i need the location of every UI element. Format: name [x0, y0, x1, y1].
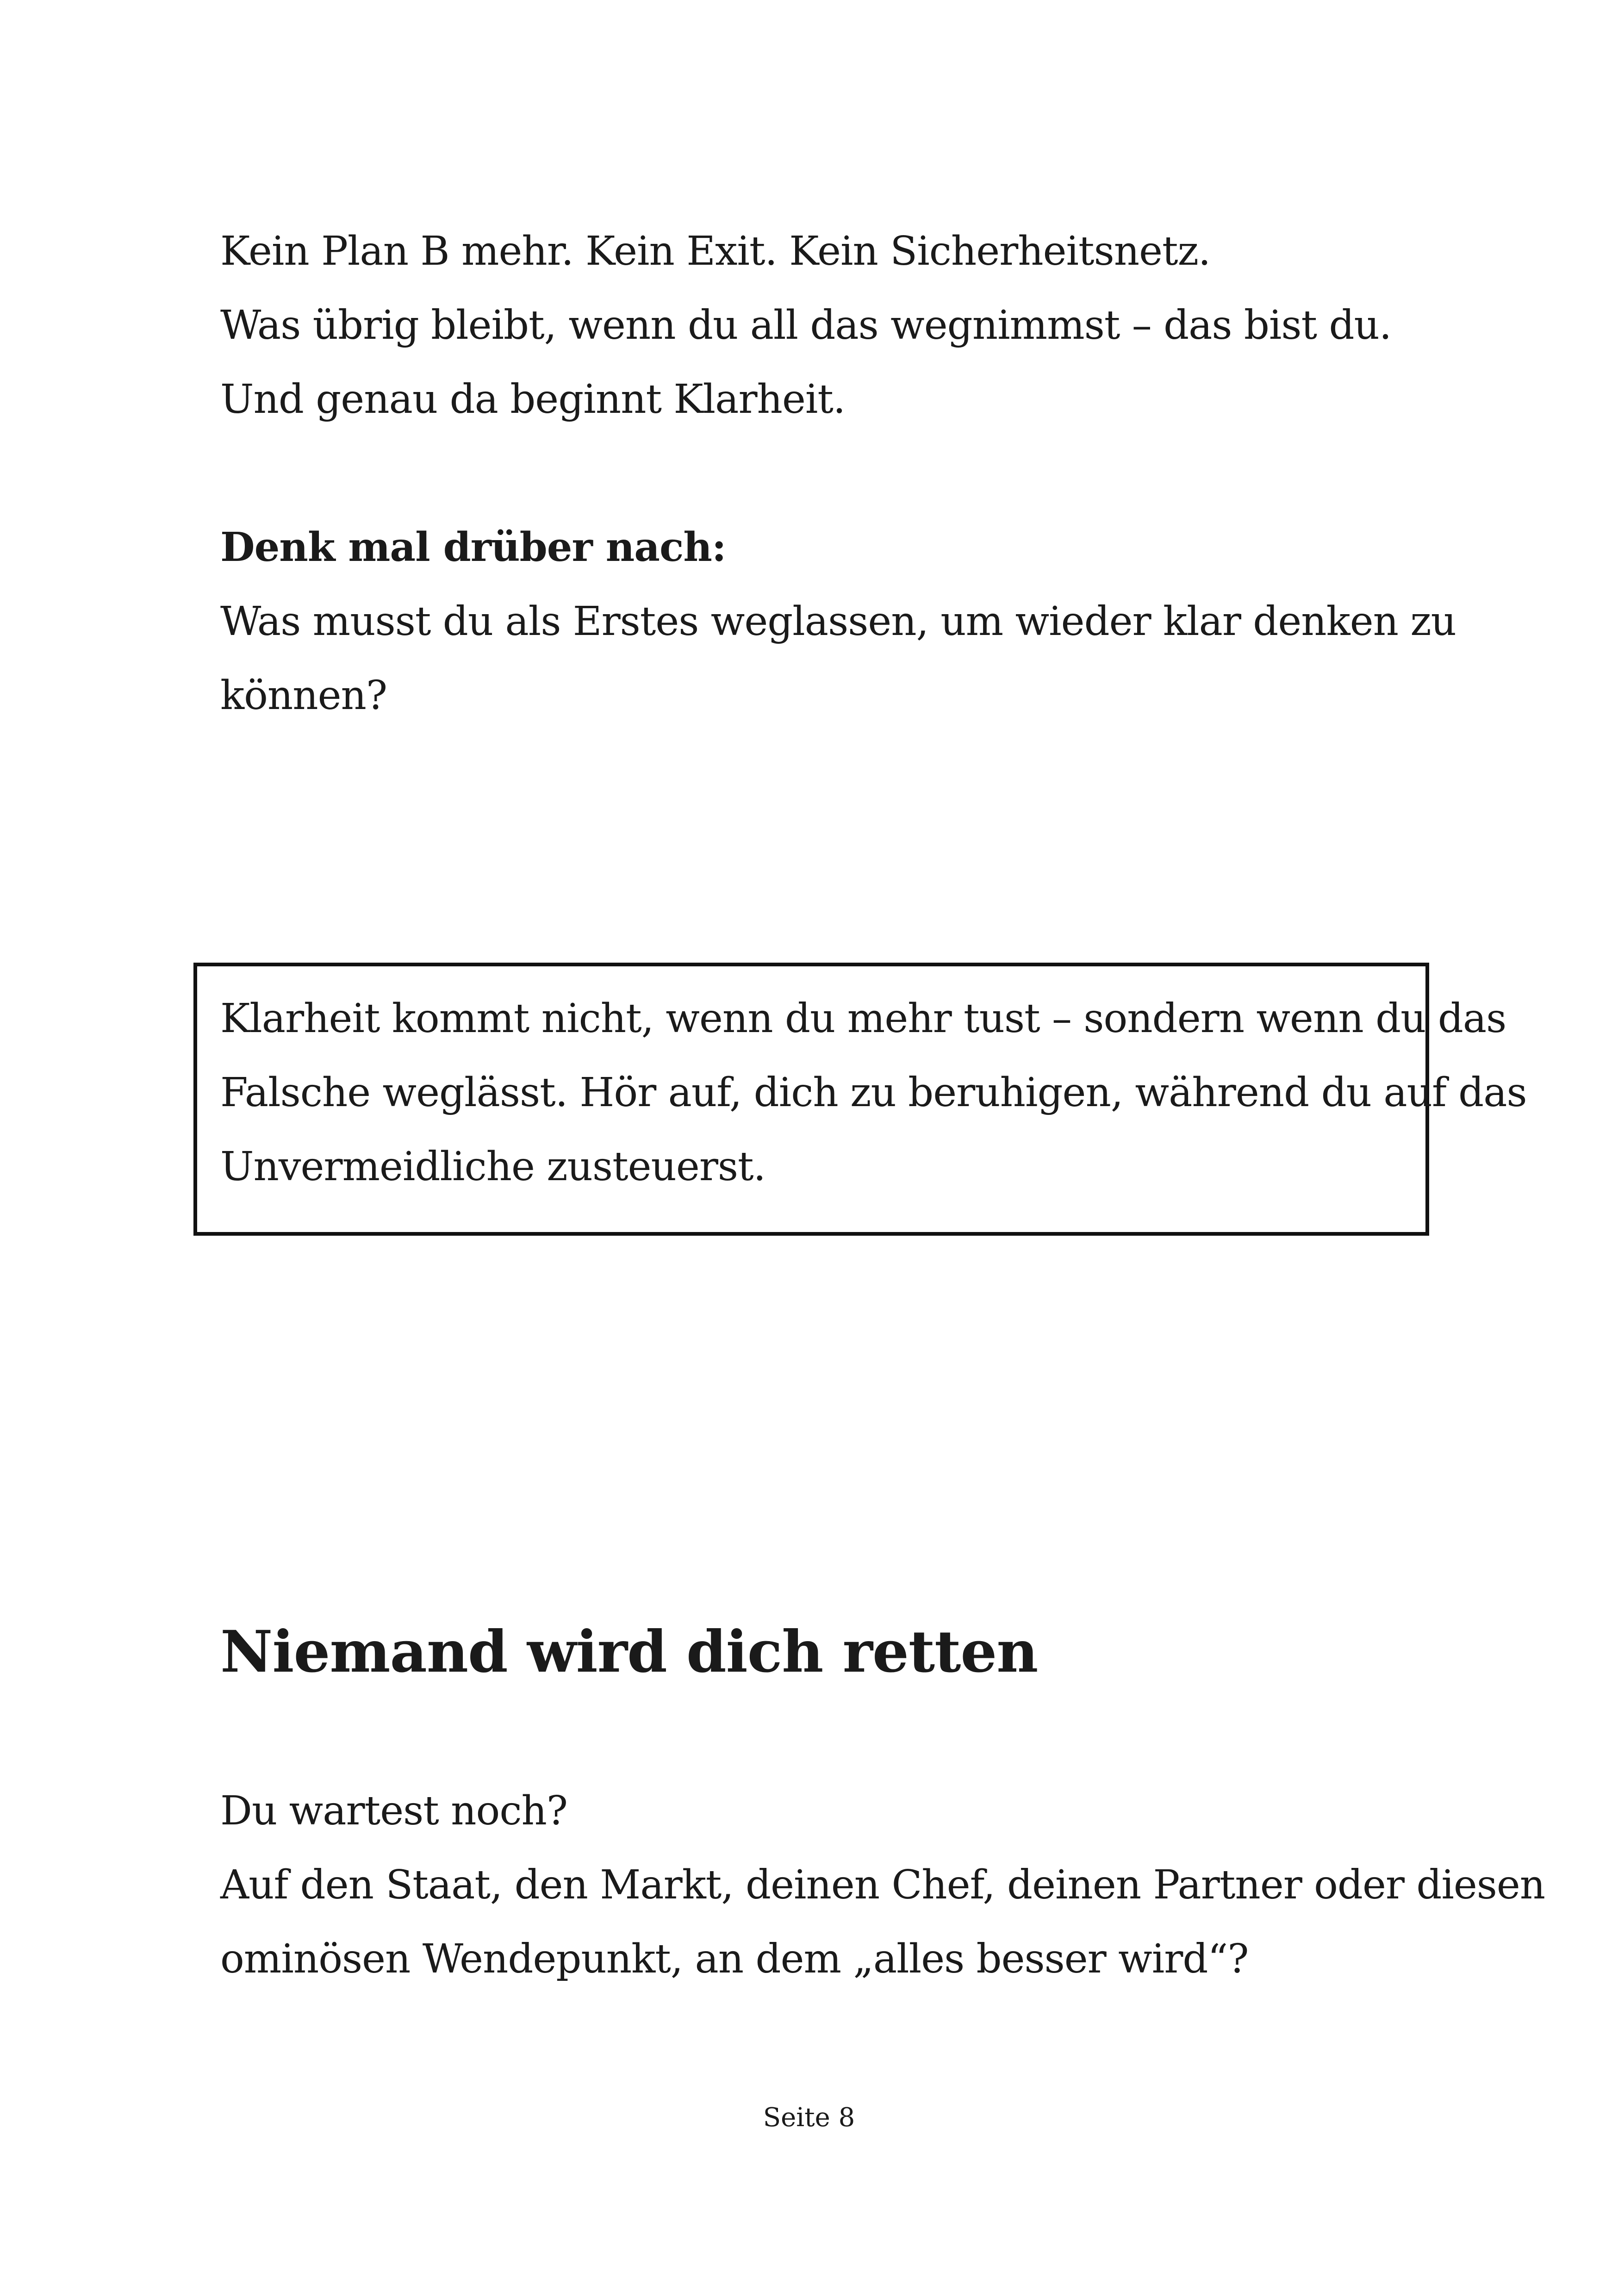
callout-line-1: Klarheit kommt nicht, wenn du mehr tust – sondern wenn du das [220, 996, 1506, 1042]
reflection-line-2: können? [220, 672, 387, 719]
intro-line-3: Und genau da beginnt Klarheit. [220, 376, 846, 423]
callout-box [193, 963, 1527, 1236]
section-title: Niemand wird dich retten [220, 1618, 1038, 1686]
intro-line-1: Kein Plan B mehr. Kein Exit. Kein Sicherheitsnetz. [220, 228, 1211, 274]
reflection-line-1: Was musst du als Erstes weglassen, um wieder klar denken zu [220, 598, 1456, 645]
callout-line-3: Unvermeidliche zusteuerst. [220, 1144, 765, 1190]
callout-line-2: Falsche weglässt. Hör auf, dich zu beruhigen, während du auf das [220, 1070, 1527, 1116]
intro-line-2: Was übrig bleibt, wenn du all das wegnimmst – das bist du. [220, 302, 1392, 348]
reflection-heading: Denk mal drüber nach: [220, 524, 726, 571]
section-line-2: Auf den Staat, den Markt, deinen Chef, deinen Partner oder diesen [220, 1862, 1545, 1908]
page-number: Seite 8 [763, 2103, 855, 2133]
section-line-1: Du wartest noch? [220, 1788, 567, 1834]
section-line-3: ominösen Wendepunkt, an dem „alles besser wird“? [220, 1936, 1249, 1982]
